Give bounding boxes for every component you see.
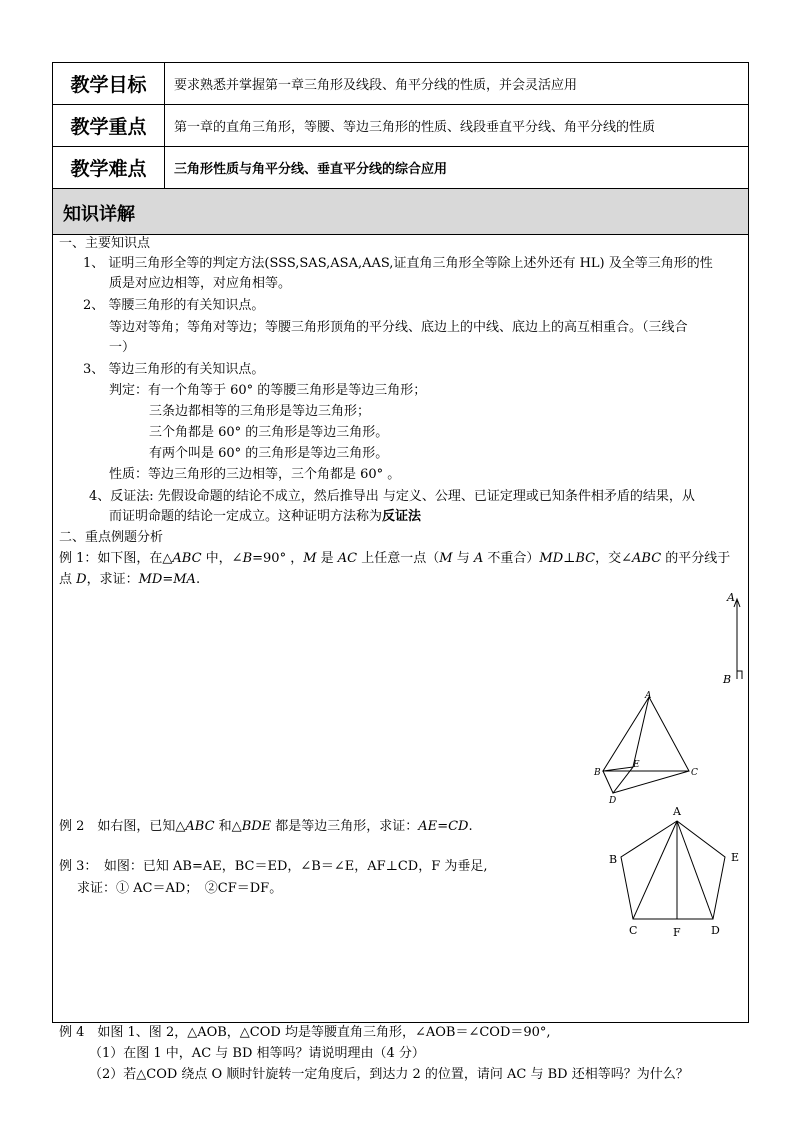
item3-line2: 三条边都相等的三角形是等边三角形；	[149, 404, 371, 419]
ex1-t: 上任意一点（	[357, 551, 440, 566]
ex2-t: .	[468, 819, 473, 834]
ex2-i: BDE	[241, 819, 272, 834]
ex1-i: A	[473, 551, 484, 566]
example4-line1: 例 4 如图 1、图 2，△AOB，△COD 均是等腰直角三角形，∠AOB＝∠COD＝90°,	[59, 1025, 551, 1040]
ex2-i: CD	[448, 819, 469, 834]
ex1-i: AC	[337, 551, 358, 566]
goal-row	[53, 63, 748, 105]
fig2-label-a: A	[645, 691, 652, 701]
item4-term: 反证法	[382, 509, 422, 524]
item2-title: 2、 等腰三角形的有关知识点。	[83, 298, 265, 313]
fig2-label-e: E	[633, 760, 640, 770]
ex1-t: 不重合）	[483, 551, 540, 566]
part1-title: 一、主要知识点	[59, 236, 151, 251]
example1-line2	[59, 571, 200, 589]
section-header	[53, 189, 748, 235]
ex1-i: MA	[173, 572, 196, 587]
goal-text: 要求熟悉并掌握第一章三角形及线段、角平分线的性质，并会灵活应用	[174, 78, 578, 93]
lesson-sheet	[52, 62, 749, 1082]
fig3-pentagon	[621, 821, 725, 919]
ex1-i: MD	[539, 551, 564, 566]
fig2-label-c: C	[691, 768, 698, 778]
fig2-label-d: D	[609, 796, 617, 806]
item4-line2-text: 而证明命题的结论一定成立。这种证明方法称为	[109, 509, 383, 524]
example4-line2: （1）在图 1 中，AC 与 BD 相等吗？请说明理由（4 分）	[89, 1046, 425, 1061]
ex2-t: 都是等边三角形，求证：	[271, 819, 419, 834]
ex1-i: ABC	[172, 551, 202, 566]
ex1-t: 中，∠	[201, 551, 243, 566]
ex1-t: =90° ，	[252, 551, 304, 566]
ex2-t: 和△	[214, 819, 242, 834]
item3-line3: 三个角都是 60° 的三角形是等边三角形。	[149, 425, 389, 440]
ex2-t: 例 2 如右图，已知△	[59, 819, 186, 834]
item3-line4: 有两个叫是 60° 的三角形是等边三角形。	[149, 446, 389, 461]
item3-line1: 判定：有一个角等于 60° 的等腰三角形是等边三角形；	[109, 383, 427, 398]
ex1-i: B	[242, 551, 253, 566]
example2	[59, 818, 473, 836]
ex1-i: BC	[575, 551, 596, 566]
fig1-label-a: A	[727, 591, 735, 604]
ex1-t: ，交∠	[595, 551, 633, 566]
example4-line3: （2）若△COD 绕点 O 顺时针旋转一定角度后，到达力 2 的位置，请问 AC 与 BD 还相等吗？为什么？	[89, 1067, 689, 1082]
figure-3	[601, 801, 751, 941]
figure-2	[591, 689, 701, 809]
item3-line5: 性质：等边三角形的三边相等，三个角都是 60° 。	[109, 467, 401, 482]
fig3-label-e: E	[731, 851, 740, 864]
ex1-i: M	[303, 551, 317, 566]
fig3-label-c: C	[629, 924, 638, 937]
ex2-t: =	[437, 819, 449, 834]
ex1-i: MD	[138, 572, 163, 587]
fig3-segment-ad	[677, 821, 713, 919]
section-title: 知识详解	[63, 204, 135, 225]
ex1-t: 是	[316, 551, 338, 566]
ex1-i: M	[439, 551, 453, 566]
keypoint-text: 第一章的直角三角形，等腰、等边三角形的性质、线段垂直平分线、角平分线的性质	[174, 120, 656, 135]
fig1-right-angle	[737, 671, 742, 679]
fig2-label-b: B	[594, 768, 601, 778]
fig2-segment-ae	[633, 697, 649, 767]
ex1-t: .	[195, 572, 201, 587]
fig3-label-f: F	[673, 926, 681, 939]
item1-line1: 1、 证明三角形全等的判定方法(SSS,SAS,ASA,AAS,证直角三角形全等除上述外还有 HL) 及全等三角形的性	[83, 256, 713, 271]
ex1-t: 的平分线于	[661, 551, 731, 566]
fig1-label-b: B	[723, 673, 732, 686]
figure-1	[715, 589, 745, 689]
difficulty-text: 三角形性质与角平分线、垂直平分线的综合应用	[174, 162, 448, 177]
fig3-label-d: D	[711, 924, 720, 937]
ex1-i: D	[76, 572, 87, 587]
part2-title: 二、重点例题分析	[59, 530, 164, 545]
ex1-i: ABC	[632, 551, 662, 566]
difficulty-row	[53, 147, 748, 189]
ex2-i: AE	[418, 819, 438, 834]
keypoint-row	[53, 105, 748, 147]
fig3-label-a: A	[673, 805, 681, 818]
ex1-t: 与	[452, 551, 474, 566]
ex1-t: ⊥	[563, 551, 576, 566]
ex1-t: 例 1：如下图，在△	[59, 551, 173, 566]
keypoint-label: 教学重点	[53, 105, 165, 146]
example3-line1: 例 3： 如图：已知 AB=AE，BC＝ED，∠B＝∠E，AF⊥CD，F 为垂足,	[59, 859, 488, 874]
ex2-i: ABC	[185, 819, 215, 834]
item2-line2: 一）	[109, 340, 136, 355]
fig3-label-b: B	[609, 853, 618, 866]
ex1-t: ，求证：	[86, 572, 139, 587]
example1-line1	[59, 550, 730, 568]
ex1-t: 点	[59, 572, 77, 587]
item4-line1: 4、反证法: 先假设命题的结论不成立，然后推导出 与定义、公理、已证定理或已知条件相矛盾的结果，从	[89, 489, 695, 504]
goal-label: 教学目标	[53, 63, 165, 104]
fig2-segment-cd	[613, 771, 689, 793]
item1-line2: 质是对应边相等，对应角相等。	[109, 276, 292, 291]
item4-line2	[109, 508, 421, 526]
item3-title: 3、 等边三角形的有关知识点。	[83, 362, 265, 377]
item2-line1: 等边对等角；等角对等边；等腰三角形顶角的平分线、底边上的中线、底边上的高互相重合。（三线合	[109, 320, 688, 335]
ex1-t: =	[162, 572, 174, 587]
example3-line2: 求证：① AC＝AD； ②CF＝DF。	[77, 881, 283, 896]
difficulty-label: 教学难点	[53, 147, 165, 188]
